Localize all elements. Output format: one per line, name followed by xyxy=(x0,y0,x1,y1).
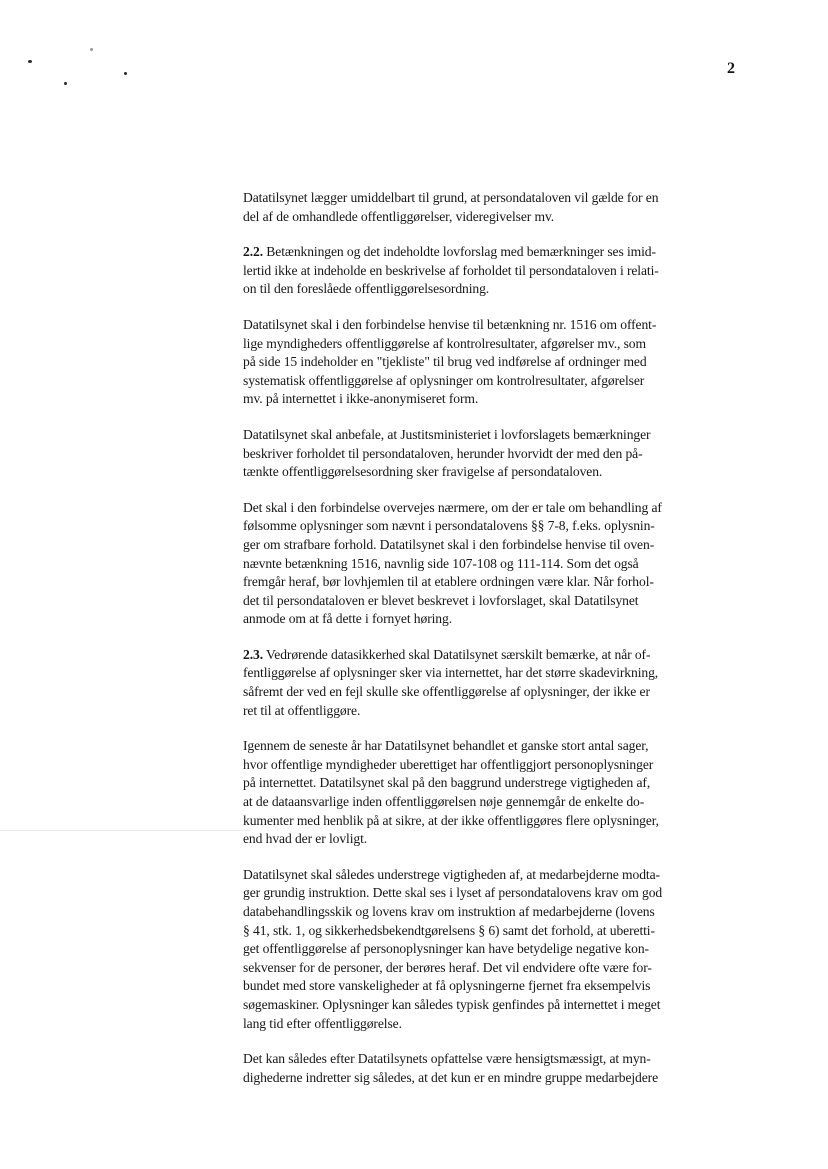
text-line xyxy=(243,977,743,996)
scan-speck xyxy=(124,72,127,75)
section-number: 2.3. xyxy=(243,646,263,662)
line-text: at de dataansvarlige inden offentliggørelsen nøje gennemgår de enkelte do- xyxy=(243,794,645,810)
text-line xyxy=(243,426,743,445)
scan-speck xyxy=(28,60,32,63)
text-line xyxy=(243,1015,743,1034)
line-text: Betænkningen og det indeholdte lovforslag med bemærkninger ses imid- xyxy=(263,244,656,260)
line-text: Det kan således efter Datatilsynets opfattelse være hensigtsmæssigt, at myn- xyxy=(243,1051,651,1067)
text-line xyxy=(243,555,743,574)
text-line xyxy=(243,903,743,922)
page-number: 2 xyxy=(727,60,735,77)
line-text: bundet med store vanskeligheder at få oplysningerne fjernet fra eksempelvis xyxy=(243,978,651,994)
line-text: ret til at offentliggøre. xyxy=(243,702,361,718)
line-text: Datatilsynet lægger umiddelbart til grund, at persondataloven vil gælde for en xyxy=(243,190,659,205)
text-line xyxy=(243,884,743,903)
line-text: sekvenser for de personer, der berøres heraf. Det vil endvidere ofte være for- xyxy=(243,959,652,975)
text-line xyxy=(243,262,743,281)
line-text: Datatilsynet skal anbefale, at Justitsministeriet i lovforslagets bemærkninger xyxy=(243,426,651,442)
text-line xyxy=(243,536,743,555)
text-line xyxy=(243,1050,743,1069)
line-text: lang tid efter offentliggørelse. xyxy=(243,1015,402,1031)
text-line xyxy=(243,756,743,775)
paragraph xyxy=(243,426,743,482)
paragraph xyxy=(243,866,743,1033)
text-line xyxy=(243,737,743,756)
line-text: end hvad der er lovligt. xyxy=(243,831,368,847)
text-line xyxy=(243,1069,743,1088)
text-line xyxy=(243,922,743,941)
text-line xyxy=(243,243,743,262)
paragraph xyxy=(243,243,743,299)
text-line xyxy=(243,372,743,391)
line-text: hvor offentlige myndigheder uberettiget har offentliggjort personoplysninger xyxy=(243,756,654,772)
line-text: lige myndigheders offentliggørelse af kontrolresultater, afgørelser mv., som xyxy=(243,335,646,351)
line-text: Det skal i den forbindelse overvejes nærmere, om der er tale om behandling af xyxy=(243,499,662,515)
line-text: på internettet. Datatilsynet skal på den baggrund understrege vigtigheden af, xyxy=(243,775,651,791)
line-text: systematisk offentliggørelse af oplysninger om kontrolresultater, afgørelser xyxy=(243,372,645,388)
text-line xyxy=(243,353,743,372)
scan-speck xyxy=(64,82,67,85)
paragraph xyxy=(243,646,743,720)
line-text: dighederne indretter sig således, at det kun er en mindre gruppe medarbejdere xyxy=(243,1069,659,1085)
text-line xyxy=(243,940,743,959)
line-text: kumenter med henblik på at sikre, at der ikke offentliggøres flere oplysninger, xyxy=(243,812,659,828)
line-text: fremgår heraf, bør lovhjemlen til at etablere ordningen være klar. Når forhol- xyxy=(243,574,654,590)
line-text: søgemaskiner. Oplysninger kan således typisk genfindes på internettet i meget xyxy=(243,996,661,1012)
line-text: ger grundig instruktion. Dette skal ses i lyset af persondatalovens krav om god xyxy=(243,885,663,901)
text-line xyxy=(243,830,743,849)
line-text: on til den foreslåede offentliggørelsesordning. xyxy=(243,281,490,297)
line-text: følsomme oplysninger som nævnt i persondatalovens §§ 7-8, f.eks. oplysnin- xyxy=(243,518,655,534)
line-text: databehandlingsskik og lovens krav om instruktion af medarbejderne (lovens xyxy=(243,904,655,919)
text-line xyxy=(243,812,743,831)
text-line xyxy=(243,996,743,1015)
text-line xyxy=(243,499,743,518)
line-text: såfremt der ved en fejl skulle ske offentliggørelse af oplysninger, der ikke er xyxy=(243,684,650,700)
line-text: mv. på internettet i ikke-anonymiseret form. xyxy=(243,391,479,407)
text-line xyxy=(243,445,743,464)
line-text: på side 15 indeholder en "tjekliste" til brug ved indførelse af ordninger med xyxy=(243,354,647,370)
line-text: fentliggørelse af oplysninger sker via internettet, har det større skadevirkning, xyxy=(243,665,659,681)
paragraph xyxy=(243,499,743,629)
paragraph xyxy=(243,737,743,849)
text-line xyxy=(243,683,743,702)
scan-artifact-line xyxy=(0,830,250,831)
text-line xyxy=(243,664,743,683)
text-line xyxy=(243,335,743,354)
line-text: Igennem de seneste år har Datatilsynet behandlet et ganske stort antal sager, xyxy=(243,738,649,754)
text-line xyxy=(243,573,743,592)
text-line xyxy=(243,774,743,793)
text-line xyxy=(243,517,743,536)
text-line xyxy=(243,592,743,611)
line-text: lertid ikke at indeholde en beskrivelse af forholdet til persondataloven i relati- xyxy=(243,262,659,278)
line-text: ger om strafbare forhold. Datatilsynet skal i den forbindelse henvise til oven- xyxy=(243,536,655,552)
line-text: det til persondataloven er blevet beskrevet i lovforslaget, skal Datatilsynet xyxy=(243,592,639,608)
text-line xyxy=(243,390,743,409)
text-line xyxy=(243,208,743,227)
line-text: tænkte offentliggørelsesordning sker fravigelse af persondataloven. xyxy=(243,464,603,480)
line-text: anmode om at få dette i fornyet høring. xyxy=(243,611,453,627)
text-line xyxy=(243,610,743,629)
text-line xyxy=(243,702,743,721)
text-line xyxy=(243,280,743,299)
line-text: Vedrørende datasikkerhed skal Datatilsynet særskilt bemærke, at når of- xyxy=(263,646,651,662)
line-text: nævnte betænkning 1516, navnlig side 107-108 og 111-114. Som det også xyxy=(243,555,639,571)
line-text: Datatilsynet skal i den forbindelse henvise til betænkning nr. 1516 om offent- xyxy=(243,316,657,332)
line-text: § 41, stk. 1, og sikkerhedsbekendtgørelsens § 6) samt det forhold, at uberetti- xyxy=(243,922,655,938)
line-text: del af de omhandlede offentliggørelser, videregivelser mv. xyxy=(243,208,555,224)
text-line xyxy=(243,793,743,812)
text-line xyxy=(243,866,743,885)
text-line xyxy=(243,189,743,208)
text-line xyxy=(243,463,743,482)
text-line xyxy=(243,646,743,665)
section-number: 2.2. xyxy=(243,244,263,260)
paragraph xyxy=(243,1050,743,1087)
document-body xyxy=(243,189,743,1087)
paragraph xyxy=(243,189,743,226)
line-text: get offentliggørelse af personoplysninger kan have betydelige negative kon- xyxy=(243,941,649,957)
line-text: Datatilsynet skal således understrege vigtigheden af, at medarbejderne modta- xyxy=(243,866,660,882)
text-line xyxy=(243,316,743,335)
line-text: beskriver forholdet til persondataloven, herunder hvorvidt der med den på- xyxy=(243,445,643,461)
text-line xyxy=(243,959,743,978)
scan-speck xyxy=(90,48,93,51)
paragraph xyxy=(243,316,743,409)
